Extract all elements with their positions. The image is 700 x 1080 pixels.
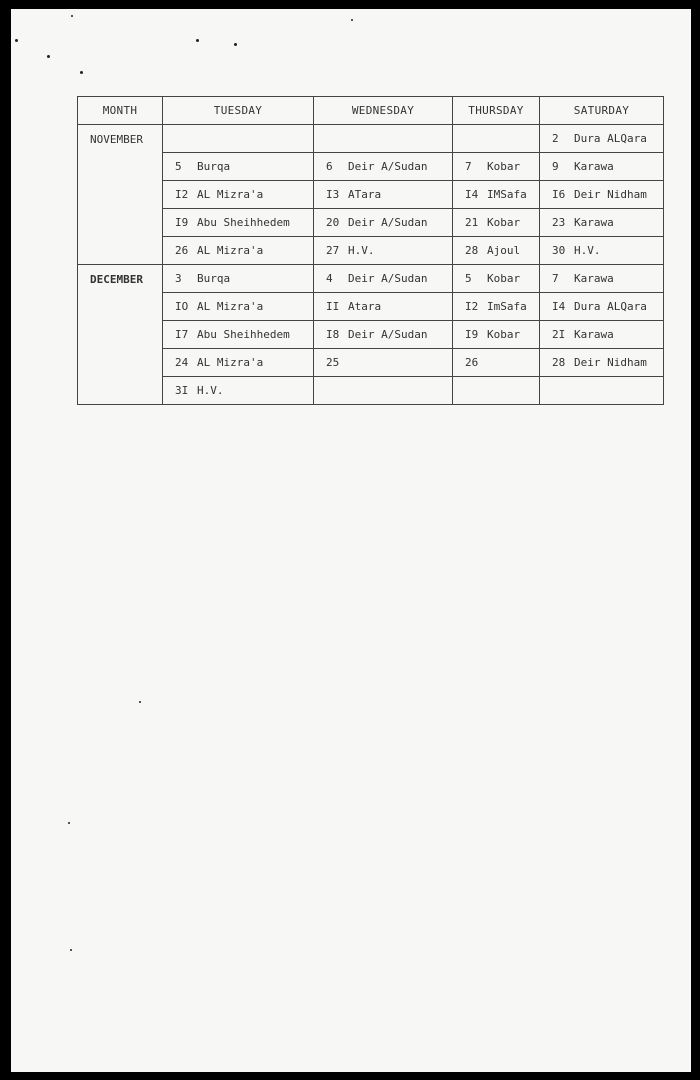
day-number: I6 — [552, 188, 566, 201]
paper-speck — [234, 43, 237, 46]
visit-schedule-table — [77, 96, 664, 405]
day-number: I4 — [552, 300, 566, 313]
day-number: 26 — [465, 356, 479, 369]
column-header: WEDNESDAY — [314, 97, 453, 125]
village-name: Burqa — [197, 160, 231, 173]
village-name: Kobar — [487, 272, 521, 285]
village-name: Ajoul — [487, 244, 521, 257]
table-row — [78, 209, 664, 237]
day-number: 24 — [175, 356, 189, 369]
village-name: Deir Nidham — [574, 188, 647, 201]
village-name: H.V. — [197, 384, 224, 397]
day-number: 3I — [175, 384, 189, 397]
village-name: Abu Sheihhedem — [197, 216, 290, 229]
village-name: Deir Nidham — [574, 356, 647, 369]
village-name: Deir A/Sudan — [348, 272, 428, 285]
table-row — [78, 125, 664, 153]
day-number: 9 — [552, 160, 559, 173]
schedule-cell — [453, 377, 540, 405]
day-number: 28 — [552, 356, 566, 369]
village-name: AL Mizra'a — [197, 188, 264, 201]
day-number: 3 — [175, 272, 182, 285]
day-number: 25 — [326, 356, 340, 369]
day-number: I2 — [465, 300, 479, 313]
schedule-cell — [314, 349, 453, 377]
schedule-cell — [314, 265, 453, 293]
schedule-cell — [314, 293, 453, 321]
table-row — [78, 293, 664, 321]
schedule-cell — [314, 321, 453, 349]
village-name: Karawa — [574, 160, 614, 173]
day-number: I7 — [175, 328, 189, 341]
village-name: Dura ALQara — [574, 300, 647, 313]
day-number: I3 — [326, 188, 340, 201]
day-number: 2I — [552, 328, 566, 341]
village-name: Karawa — [574, 216, 614, 229]
day-number: 2 — [552, 132, 559, 145]
day-number: 5 — [465, 272, 472, 285]
paper-speck — [68, 822, 70, 824]
header-row — [78, 97, 664, 125]
village-name: AL Mizra'a — [197, 300, 264, 313]
schedule-cell — [540, 181, 664, 209]
schedule-cell — [540, 377, 664, 405]
schedule-cell — [540, 153, 664, 181]
schedule-cell — [453, 209, 540, 237]
village-name: Deir A/Sudan — [348, 216, 428, 229]
table-row — [78, 321, 664, 349]
day-number: I9 — [465, 328, 479, 341]
paper-speck — [351, 19, 353, 21]
schedule-cell — [540, 209, 664, 237]
village-name: Karawa — [574, 272, 614, 285]
paper-speck — [70, 949, 72, 951]
village-name: Karawa — [574, 328, 614, 341]
day-number: 27 — [326, 244, 340, 257]
schedule-cell — [453, 125, 540, 153]
column-header: TUESDAY — [163, 97, 314, 125]
schedule-cell — [540, 293, 664, 321]
schedule-cell — [163, 237, 314, 265]
village-name: Deir A/Sudan — [348, 160, 428, 173]
schedule-cell — [163, 349, 314, 377]
day-number: 28 — [465, 244, 479, 257]
table-row — [78, 181, 664, 209]
schedule-cell — [540, 321, 664, 349]
village-name: Kobar — [487, 160, 521, 173]
schedule-cell — [163, 321, 314, 349]
village-name: Kobar — [487, 328, 521, 341]
paper-speck — [139, 701, 141, 703]
schedule-cell — [453, 321, 540, 349]
village-name: Deir A/Sudan — [348, 328, 428, 341]
day-number: I2 — [175, 188, 189, 201]
day-number: 20 — [326, 216, 340, 229]
schedule-cell — [163, 377, 314, 405]
day-number: I8 — [326, 328, 340, 341]
village-name: Dura ALQara — [574, 132, 647, 145]
day-number: I9 — [175, 216, 189, 229]
day-number: 21 — [465, 216, 479, 229]
schedule-cell — [314, 377, 453, 405]
schedule-body — [78, 125, 664, 405]
day-number: 6 — [326, 160, 333, 173]
schedule-cell — [540, 349, 664, 377]
day-number: 7 — [552, 272, 559, 285]
paper-speck — [15, 39, 18, 42]
schedule-cell — [453, 349, 540, 377]
schedule-cell — [453, 237, 540, 265]
schedule-cell — [540, 237, 664, 265]
column-header: THURSDAY — [453, 97, 540, 125]
column-header: MONTH — [78, 97, 163, 125]
table-row — [78, 377, 664, 405]
village-name: Atara — [348, 300, 382, 313]
paper-speck — [196, 39, 199, 42]
schedule-cell — [163, 153, 314, 181]
day-number: 7 — [465, 160, 472, 173]
village-name: H.V. — [348, 244, 375, 257]
paper-speck — [71, 15, 73, 17]
schedule-cell — [163, 125, 314, 153]
village-name: IMSafa — [487, 188, 527, 201]
village-name: Abu Sheihhedem — [197, 328, 290, 341]
schedule-cell — [453, 293, 540, 321]
schedule-cell — [314, 209, 453, 237]
schedule-cell — [163, 209, 314, 237]
schedule-cell — [163, 293, 314, 321]
day-number: IO — [175, 300, 189, 313]
table-row — [78, 265, 664, 293]
table-row — [78, 237, 664, 265]
day-number: 4 — [326, 272, 333, 285]
village-name: AL Mizra'a — [197, 356, 264, 369]
village-name: AL Mizra'a — [197, 244, 264, 257]
schedule-cell — [314, 237, 453, 265]
village-name: Kobar — [487, 216, 521, 229]
schedule-cell — [163, 265, 314, 293]
schedule-cell — [540, 125, 664, 153]
schedule-cell — [540, 265, 664, 293]
schedule-cell — [453, 265, 540, 293]
day-number: I4 — [465, 188, 479, 201]
paper-speck — [80, 71, 83, 74]
schedule-cell — [314, 125, 453, 153]
schedule-cell — [163, 181, 314, 209]
schedule-cell — [453, 153, 540, 181]
table-row — [78, 349, 664, 377]
schedule-cell — [314, 181, 453, 209]
day-number: 30 — [552, 244, 566, 257]
day-number: 5 — [175, 160, 182, 173]
paper-speck — [47, 55, 50, 58]
village-name: ImSafa — [487, 300, 527, 313]
schedule-cell — [314, 153, 453, 181]
village-name: H.V. — [574, 244, 601, 257]
village-name: ATara — [348, 188, 382, 201]
month-label: NOVEMBER — [78, 125, 163, 265]
column-header: SATURDAY — [540, 97, 664, 125]
table-row — [78, 153, 664, 181]
schedule-cell — [453, 181, 540, 209]
day-number: 23 — [552, 216, 566, 229]
day-number: II — [326, 300, 340, 313]
village-name: Burqa — [197, 272, 231, 285]
month-label: DECEMBER — [78, 265, 163, 405]
day-number: 26 — [175, 244, 189, 257]
